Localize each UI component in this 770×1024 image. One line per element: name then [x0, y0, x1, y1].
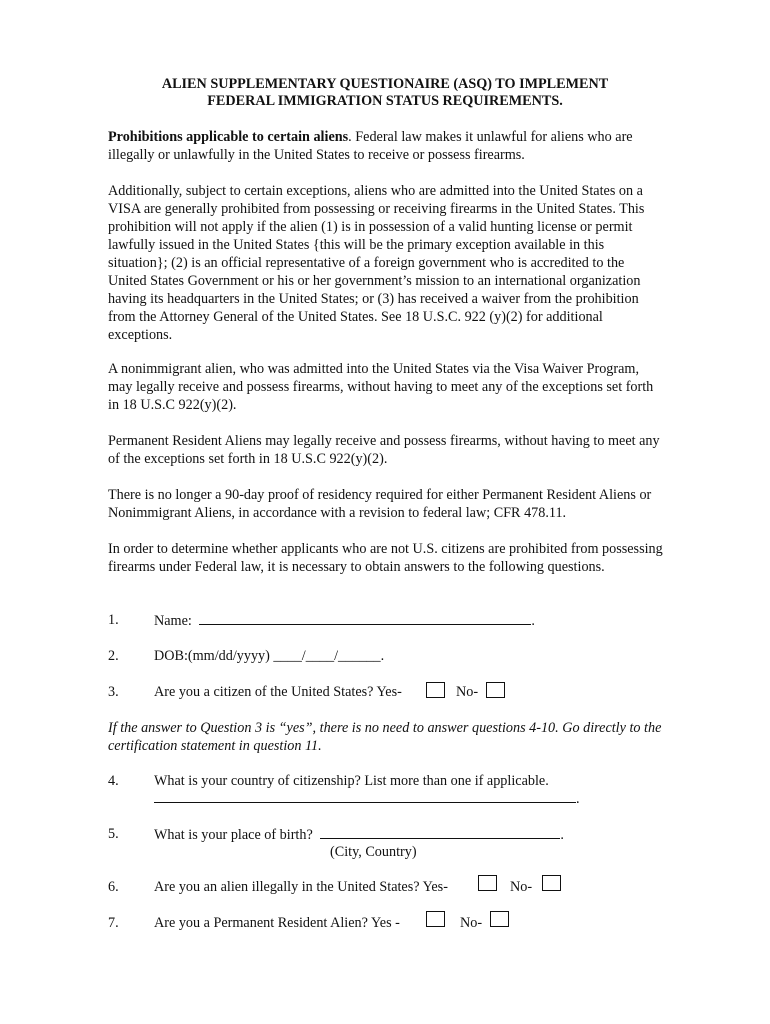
- question-4: [108, 772, 668, 790]
- title-line-1: ALIEN SUPPLEMENTARY QUESTIONAIRE (ASQ) TO IMPLEMENT: [161, 76, 609, 92]
- question-6: [108, 878, 668, 896]
- citizen-no-checkbox[interactable]: [486, 682, 505, 698]
- question-number: 7.: [108, 915, 119, 931]
- paragraph-residency: There is no longer a 90-day proof of residency required for either Permanent Resident Aliens or Nonimmigrant Aliens, in accordance with a revision to federal law; CFR 478.11.: [108, 487, 652, 521]
- question-end: .: [576, 791, 580, 807]
- citizenship-answer-row: [154, 789, 580, 808]
- paragraph-visa-waiver: A nonimmigrant alien, who was admitted into the United States via the Visa Waiver Program, may legally receive and possess firearms, without having to meet any of the exceptions set forth in 18 U.S.C 922(y)(2).: [108, 361, 654, 413]
- question-end: .: [560, 827, 564, 843]
- question-label: Are you a citizen of the United States? Yes-: [154, 684, 402, 700]
- dob-field[interactable]: DOB:(mm/dd/yyyy) ____/____/______.: [154, 648, 385, 664]
- document-title: [108, 76, 662, 110]
- resident-yes-checkbox[interactable]: [426, 911, 445, 927]
- question-end: .: [531, 613, 535, 629]
- question-number: 6.: [108, 879, 119, 895]
- question-1: [108, 611, 668, 629]
- question-label: Are you a Permanent Resident Alien? Yes -: [154, 915, 400, 931]
- question-label: Are you an alien illegally in the United States? Yes-: [154, 879, 448, 895]
- illegal-no-label: No-: [510, 879, 533, 895]
- paragraph-determination: In order to determine whether applicants who are not U.S. citizens are prohibited from possessing firearms under Federal law, it is necessary to obtain answers to the following questions.: [108, 541, 663, 575]
- resident-no-checkbox[interactable]: [490, 911, 509, 927]
- question-7: [108, 914, 668, 932]
- illegal-no-checkbox[interactable]: [542, 875, 561, 891]
- question-number: 3.: [108, 684, 119, 700]
- illegal-yes-checkbox[interactable]: [478, 875, 497, 891]
- question-number: 4.: [108, 773, 119, 789]
- instruction-note: If the answer to Question 3 is “yes”, there is no need to answer questions 4-10. Go directly to the certification statement in question 11.: [108, 720, 662, 754]
- question-2: [108, 647, 668, 665]
- title-line-2: FEDERAL IMMIGRATION STATUS REQUIREMENTS.: [207, 93, 563, 109]
- resident-no-label: No-: [460, 915, 483, 931]
- question-number: 5.: [108, 826, 119, 842]
- birthplace-field-line[interactable]: [320, 825, 560, 839]
- question-number: 2.: [108, 648, 119, 664]
- birthplace-hint: (City, Country): [330, 844, 417, 860]
- question-label: What is your place of birth?: [154, 827, 313, 843]
- paragraph-prohibitions: [108, 128, 664, 164]
- paragraph-visa-exceptions: Additionally, subject to certain exceptions, aliens who are admitted into the United States on a VISA are generally prohibited from possessing or receiving firearms in the United States. This prohibition will not apply if the alien (1) is in possession of a valid hunting license or permit lawfully issued in the United States {this will be the primary exception available in this situation}; (2) is an official representative of a foreign government who is accredited to the United States Government or his or her government’s mission to an international organization having its headquarters in the United States; or (3) has received a waiver from the prohibition from the Attorney General of the United States. See 18 U.S.C. 922 (y)(2) for additional exceptions.: [108, 183, 645, 343]
- question-label: Name:: [154, 613, 192, 629]
- question-number: 1.: [108, 612, 119, 628]
- question-5: [108, 825, 668, 843]
- citizenship-field-line[interactable]: [154, 789, 576, 803]
- question-label: What is your country of citizenship? List more than one if applicable.: [154, 773, 549, 789]
- name-field-line[interactable]: [199, 611, 531, 625]
- paragraph-permanent-resident: Permanent Resident Aliens may legally receive and possess firearms, without having to meet any of the exceptions set forth in 18 U.S.C 922(y)(2).: [108, 433, 660, 467]
- prohibitions-heading: Prohibitions applicable to certain aliens: [108, 129, 349, 145]
- question-3: [108, 683, 668, 701]
- citizen-no-label: No-: [456, 684, 479, 700]
- citizen-yes-checkbox[interactable]: [426, 682, 445, 698]
- prohibitions-text: . Federal law makes it unlawful for aliens who are illegally or unlawfully in the United States to receive or possess firearms.: [108, 129, 633, 163]
